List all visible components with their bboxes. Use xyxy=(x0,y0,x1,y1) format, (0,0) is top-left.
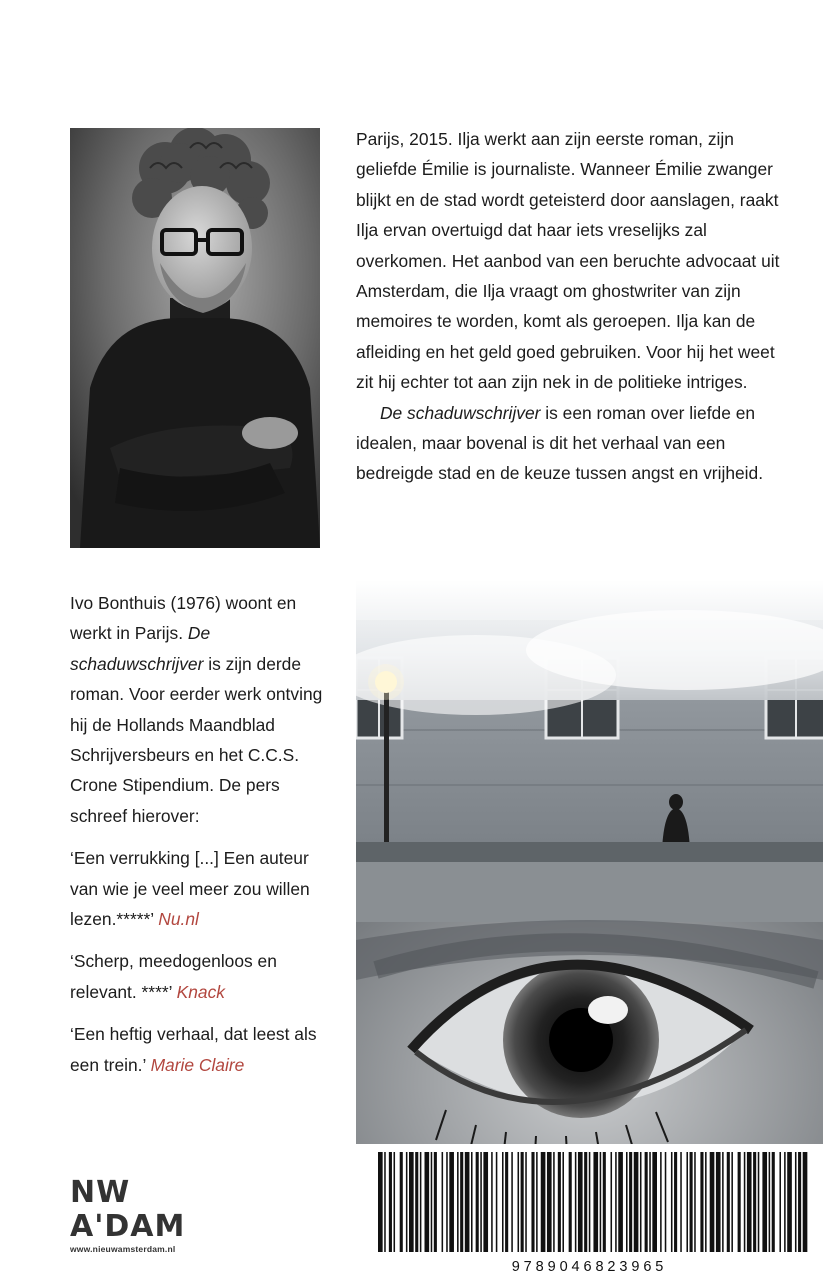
barcode-bar xyxy=(400,1152,403,1252)
barcode-bar xyxy=(795,1152,797,1252)
barcode-bar xyxy=(645,1152,648,1252)
barcode-bar xyxy=(787,1152,792,1252)
barcode-bar xyxy=(521,1152,524,1252)
barcode-bar xyxy=(446,1152,448,1252)
barcode-bar xyxy=(415,1152,418,1252)
review-quote xyxy=(70,843,340,934)
blurb-paragraph-2-text: is een roman over liefde en idealen, maar bovenal is dit het verhaal van een bedreigde stad en de keuze tussen angst en vrijheid. xyxy=(356,402,764,484)
barcode-bar xyxy=(769,1152,771,1252)
barcode-bar xyxy=(694,1152,696,1252)
barcode-bar xyxy=(722,1152,724,1252)
quote-source: Knack xyxy=(176,981,225,1002)
barcode-bar xyxy=(634,1152,639,1252)
barcode-bar xyxy=(511,1152,513,1252)
barcode-bar xyxy=(425,1152,430,1252)
barcode-bar xyxy=(457,1152,459,1252)
barcode-bar xyxy=(394,1152,396,1252)
isbn-number: 9789046823965 xyxy=(511,1259,668,1275)
review-quote xyxy=(70,946,340,1007)
barcode-bar xyxy=(660,1152,662,1252)
barcode-bar xyxy=(589,1152,591,1252)
barcode-bar xyxy=(442,1152,444,1252)
barcode-bar xyxy=(738,1152,741,1252)
author-photo xyxy=(70,128,320,548)
barcode-bar xyxy=(434,1152,437,1252)
bio-paragraph xyxy=(70,588,340,831)
blurb-paragraph-2 xyxy=(356,398,796,489)
quote-text: ‘Een verrukking [...] Een auteur van wie je veel meer zou willen lezen.*****’ xyxy=(70,848,310,930)
barcode-bar xyxy=(705,1152,707,1252)
barcode-bar xyxy=(409,1152,414,1252)
back-cover-blurb xyxy=(356,124,796,489)
barcode-bar xyxy=(615,1152,617,1252)
barcode-bar xyxy=(465,1152,470,1252)
barcode-bar xyxy=(536,1152,538,1252)
barcode-bar xyxy=(762,1152,767,1252)
barcode-bar xyxy=(690,1152,693,1252)
publisher-logo xyxy=(70,1176,230,1254)
barcode-bar xyxy=(460,1152,463,1252)
barcode-bar xyxy=(680,1152,682,1252)
barcode-bar xyxy=(665,1152,667,1252)
barcode-bar xyxy=(384,1152,386,1252)
barcode-bar xyxy=(618,1152,623,1252)
barcode-bar xyxy=(603,1152,606,1252)
barcode-bar xyxy=(471,1152,473,1252)
barcode-bar xyxy=(562,1152,564,1252)
barcode-bar xyxy=(747,1152,752,1252)
barcode-bar xyxy=(525,1152,527,1252)
quote-source: Marie Claire xyxy=(150,1054,245,1075)
barcode-bar xyxy=(476,1152,479,1252)
barcode-bar xyxy=(772,1152,775,1252)
barcode-bar xyxy=(758,1152,760,1252)
quote-text: ‘Een heftig verhaal, dat leest als een trein.’ xyxy=(70,1024,317,1075)
barcode-bar xyxy=(406,1152,408,1252)
bio-rest: is zijn derde roman. Voor eerder werk ontving hij de Hollands Maandblad Schrijversbeurs en het C.C.S. Crone Stipendium. De pers schreef hierover: xyxy=(70,653,323,826)
barcode-bar xyxy=(420,1152,422,1252)
barcode-bar xyxy=(541,1152,546,1252)
barcode-bar xyxy=(578,1152,583,1252)
barcode-bar xyxy=(744,1152,746,1252)
quote-source: Nu.nl xyxy=(158,909,199,930)
barcode-bar xyxy=(575,1152,577,1252)
review-quote xyxy=(70,1019,340,1080)
barcode-bar xyxy=(686,1152,688,1252)
barcode-bar xyxy=(518,1152,520,1252)
quote-text: ‘Scherp, meedogenloos en relevant. ****’ xyxy=(70,951,277,1002)
barcode-bar xyxy=(674,1152,677,1252)
barcode-bar xyxy=(389,1152,392,1252)
publisher-url: www.nieuwamsterdam.nl xyxy=(70,1244,176,1254)
barcode-bar xyxy=(505,1152,508,1252)
barcode-bar xyxy=(502,1152,504,1252)
barcode-bar xyxy=(727,1152,730,1252)
barcode-bar xyxy=(449,1152,454,1252)
barcode-bar xyxy=(784,1152,786,1252)
barcode-bar xyxy=(547,1152,552,1252)
bio-intro: Ivo Bonthuis (1976) woont en werkt in Parijs. xyxy=(70,593,297,644)
barcode-bar xyxy=(600,1152,602,1252)
barcode-bar xyxy=(779,1152,781,1252)
barcode-bar xyxy=(480,1152,482,1252)
barcode-bar xyxy=(731,1152,733,1252)
barcode-bar xyxy=(553,1152,555,1252)
barcode-bar xyxy=(700,1152,703,1252)
barcode-bar xyxy=(671,1152,673,1252)
barcode-bar xyxy=(584,1152,587,1252)
author-bio xyxy=(70,588,340,1092)
barcode-bar xyxy=(626,1152,628,1252)
blurb-paragraph-1: Parijs, 2015. Ilja werkt aan zijn eerste roman, zijn geliefde Émilie is journaliste. Wanneer Émilie zwanger blijkt en de stad wordt geteisterd door aanslagen, raakt Ilja ervan overtuigd dat haar iets vreselijks zal overkomen. Het aanbod van een beruchte advocaat uit Amsterdam, die Ilja vraagt om ghostwriter van zijn memoires te worden, komt als geroepen. Ilja kan de afleiding en het geld goed gebruiken. Voor hij het weet zit hij echter tot aan zijn nek in de politieke intriges. xyxy=(356,129,780,393)
barcode-bar xyxy=(431,1152,433,1252)
barcode-bar xyxy=(649,1152,651,1252)
barcode-bar xyxy=(531,1152,534,1252)
barcode-bar xyxy=(716,1152,721,1252)
bio-book-title: De schaduwschrijver xyxy=(70,623,211,674)
barcode-bar xyxy=(483,1152,488,1252)
publisher-logo-mark: NW A'DAM xyxy=(70,1175,186,1244)
barcode-bar xyxy=(629,1152,632,1252)
barcode-bar xyxy=(593,1152,598,1252)
barcode-bar xyxy=(753,1152,756,1252)
barcode-bar xyxy=(611,1152,613,1252)
book-title: De schaduwschrijver xyxy=(380,402,541,423)
barcode-bar xyxy=(496,1152,498,1252)
isbn-barcode xyxy=(356,1144,823,1280)
barcode-bar xyxy=(640,1152,642,1252)
barcode-bar xyxy=(710,1152,715,1252)
barcode-bar xyxy=(378,1152,383,1252)
barcode-bar xyxy=(652,1152,657,1252)
barcode-bar xyxy=(491,1152,493,1252)
barcode-bar xyxy=(569,1152,572,1252)
barcode-bar xyxy=(558,1152,561,1252)
barcode-bar xyxy=(803,1152,808,1252)
barcode-bar xyxy=(798,1152,801,1252)
